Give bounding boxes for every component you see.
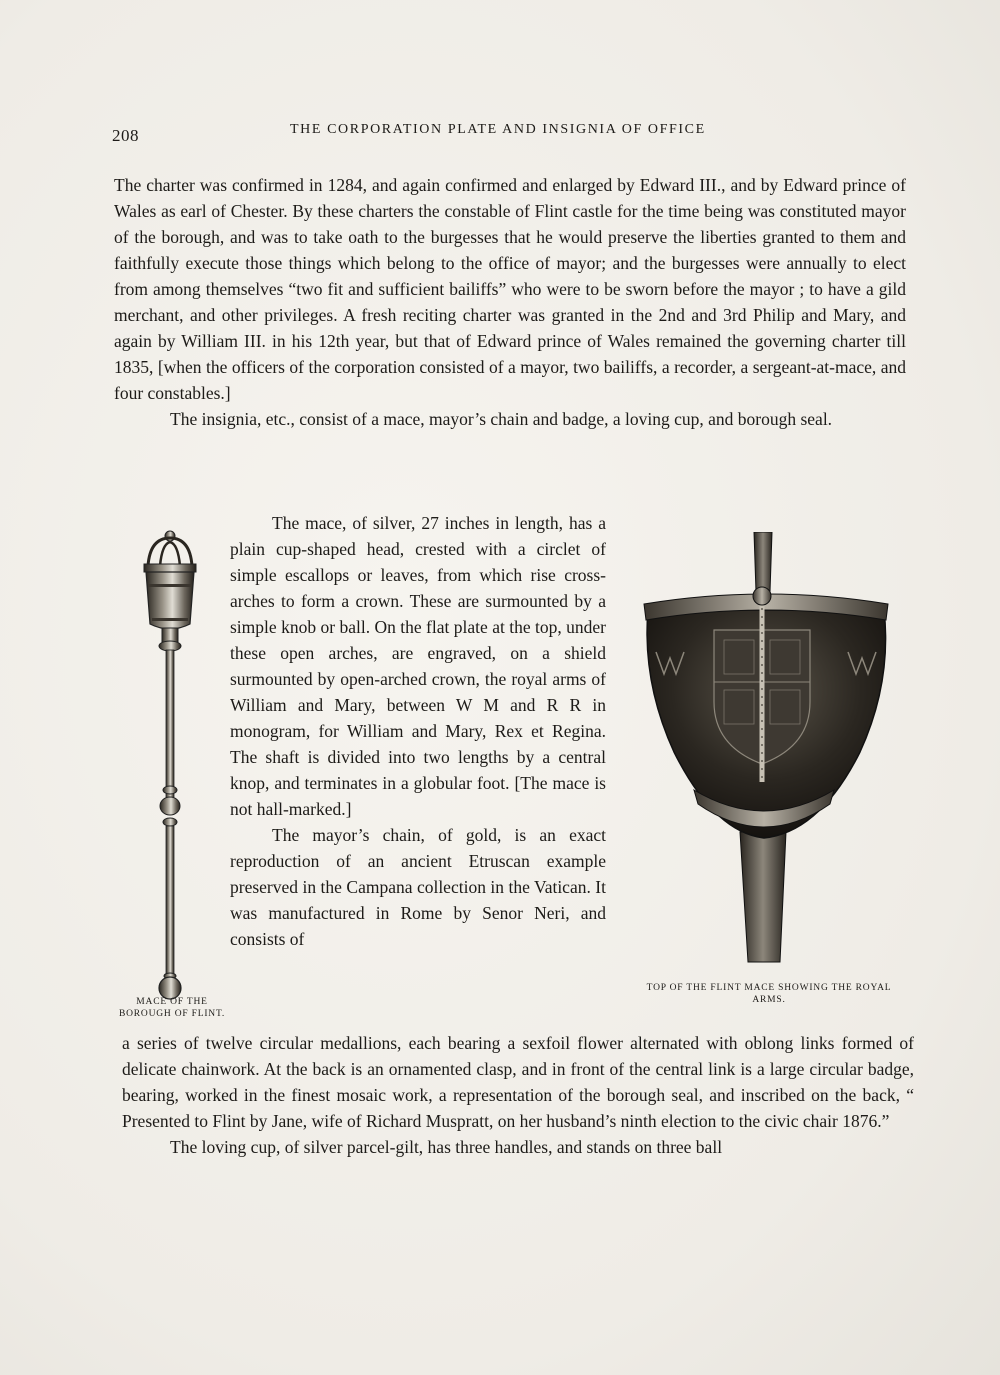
- paragraph-mace: The mace, of silver, 27 inches in length, has a plain cup-shaped head, crested with a circlet of simple escallops or leaves, from which rise cross-arches to form a crown. These are surmounted by a simple knob or ball. On the flat plate at the top, under these open arches, are engraved, on a shield surmounted by open-arched crown, the royal arms of William and Mary, between W M and R R in monogram, for William and Mary, Rex et Regina. The shaft is divided into two lengths by a central knop, and terminates in a globular foot. [The mace is not hall-marked.]: [230, 513, 606, 819]
- mace-caption: MACE OF THE BOROUGH OF FLINT.: [118, 997, 226, 1019]
- mace-description: [230, 510, 606, 952]
- mace-head-caption: TOP OF THE FLINT MACE SHOWING THE ROYAL ARMS.: [646, 983, 892, 1005]
- paragraph-charter: The charter was confirmed in 1284, and again confirmed and enlarged by Edward III., and by Edward prince of Wales as earl of Chester. By these charters the constable of Flint castle for the time being was constituted mayor of the borough, and was to take oath to the burgesses that he would preserve the liberties granted to them and faithfully execute those things which belong to the office of mayor; and the burgesses were annually to elect from among themselves “two fit and sufficient bailiffs” who were to be sworn before the mayor ; to have a gild merchant, and other privileges. A fresh reciting charter was granted in the 2nd and 3rd Philip and Mary, and again by William III. in his 12th year, but that of Edward prince of Wales remained the governing charter till 1835, [when the officers of the corporation consisted of a mayor, two bailiffs, a recorder, a sergeant-at-mace, and four constables.]: [114, 175, 906, 403]
- upper-text: [114, 172, 906, 432]
- paragraph-insignia: The insignia, etc., consist of a mace, mayor’s chain and badge, a loving cup, and borough seal.: [170, 409, 833, 429]
- page-number: 208: [112, 126, 139, 145]
- paragraph-chain-end: a series of twelve circular medallions, each bearing a sexfoil flower alternated with oblong links formed of delicate chainwork. At the back is an ornamented clasp, and in front of the central link is a large circular badge, bearing, worked in the finest mosaic work, a representation of the borough seal, and inscribed on the back, “ Presented to Flint by Jane, wife of Richard Muspratt, on her husband’s ninth election to the civic chair 1876.”: [122, 1033, 914, 1131]
- page-header: [112, 120, 912, 150]
- running-head: THE CORPORATION PLATE AND INSIGNIA OF OFFICE: [290, 122, 706, 137]
- mace-head-illustration: [634, 532, 898, 972]
- lower-text: [122, 1030, 914, 1160]
- paragraph-chain-start: The mayor’s chain, of gold, is an exact reproduction of an ancient Etruscan example preserved in the Campana collection in the Vatican. It was manufactured in Rome by Senor Neri, and consists of: [230, 825, 606, 949]
- figure-section: [114, 508, 914, 1038]
- mace-illustration: [122, 528, 222, 1008]
- paragraph-loving-cup: The loving cup, of silver parcel-gilt, has three handles, and stands on three ball: [170, 1137, 723, 1157]
